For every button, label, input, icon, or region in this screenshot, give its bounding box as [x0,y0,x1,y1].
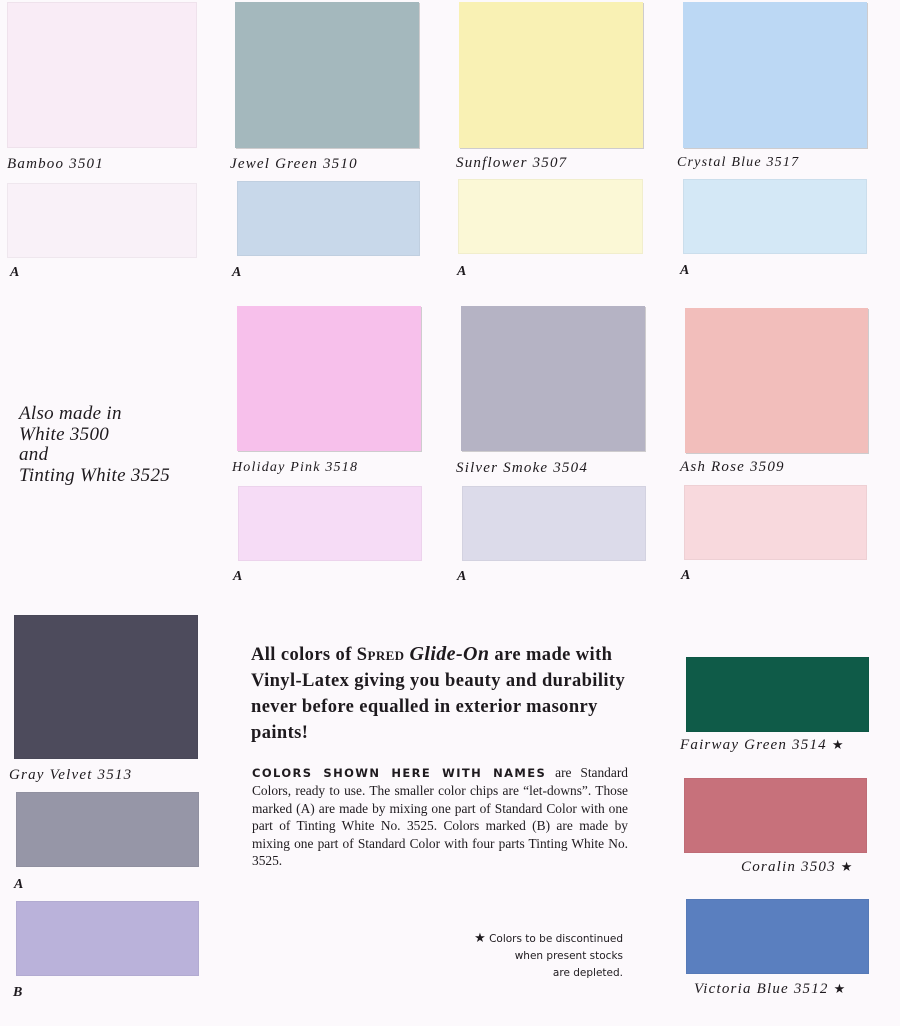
gray-velvet-label: Gray Velvet 3513 [9,767,133,783]
holiday-pink-chip [237,306,421,451]
victoria-blue-chip [686,899,869,974]
ash-rose-chip [685,308,868,453]
star-icon: ★ [474,931,486,946]
also-line-4: Tinting White 3525 [19,464,171,486]
note-line-2: when present stocks [514,950,623,962]
silver-smoke-tint-a-label: A [457,569,467,584]
sunflower-label: Sunflower 3507 [456,155,568,171]
note-line-1-text: Colors to be discontinued [489,933,623,945]
gray-velvet-tint-a-label: A [14,877,24,892]
star-icon: ★ [840,859,854,874]
ash-rose-tint-a-chip [684,485,867,560]
ash-rose-label: Ash Rose 3509 [680,459,785,475]
holiday-pink-label: Holiday Pink 3518 [232,460,359,475]
jewel-green-tint-a-label: A [232,265,242,280]
sunflower-tint-a-label: A [457,264,467,279]
gray-velvet-tint-a-chip [16,792,199,867]
victoria-blue-label [694,980,846,998]
also-line-1: Also made in [19,403,122,424]
silver-smoke-label: Silver Smoke 3504 [456,460,589,476]
jewel-green-tint-a-chip [237,181,420,256]
coralin-chip [684,778,867,853]
crystal-blue-tint-a-label: A [680,263,690,278]
headline-part1: All colors of [251,645,357,665]
body-text [252,764,628,869]
body-rest: are Standard Colors, ready to use. The smaller color chips are “let-downs”. Those marked (A) are made by mixing one part of Standard Color with one part of Tinting White No. 3525. Colors marked (B) are made by mixing one part of Standard Color with four parts Tinting White No. 3525. [252,765,628,869]
bamboo-tint-a-label: A [10,265,20,280]
crystal-blue-chip [683,2,867,148]
sunflower-chip [459,2,643,148]
bamboo-tint-a-chip [7,183,197,258]
also-made-in-note [19,404,170,486]
coralin-label [741,858,854,876]
body-lead: COLORS SHOWN HERE WITH NAMES [252,766,547,780]
star-icon: ★ [831,737,845,752]
crystal-blue-tint-a-chip [683,179,867,254]
ash-rose-tint-a-label: A [681,568,691,583]
fairway-green-name: Fairway Green 3514 [680,737,827,753]
product-name: Glide-On [409,643,490,665]
brand-name: Spred [356,645,405,665]
gray-velvet-tint-b-label: B [13,985,23,1000]
fairway-green-chip [686,657,869,732]
jewel-green-chip [235,2,419,148]
silver-smoke-tint-a-chip [462,486,646,561]
holiday-pink-tint-a-chip [238,486,422,561]
victoria-blue-name: Victoria Blue 3512 [694,981,829,997]
bamboo-chip [7,2,197,148]
gray-velvet-tint-b-chip [16,901,199,976]
crystal-blue-label: Crystal Blue 3517 [677,155,800,170]
silver-smoke-chip [461,306,645,451]
also-line-2: White 3500 [19,423,110,445]
also-line-3: and [19,444,49,465]
sunflower-tint-a-chip [458,179,643,254]
coralin-name: Coralin 3503 [741,859,836,875]
note-line-3: are depleted. [552,967,623,979]
fairway-green-label [680,736,845,754]
headline-part2: are made with Vinyl-Latex giving you beauty and durability never before equalled in exterior masonry paints! [251,645,626,743]
headline [251,641,631,746]
discontinued-note [440,930,623,982]
bamboo-label: Bamboo 3501 [7,156,104,172]
gray-velvet-chip [14,615,198,759]
star-icon: ★ [833,981,847,996]
jewel-green-label: Jewel Green 3510 [230,156,358,172]
note-line-1 [440,930,623,948]
holiday-pink-tint-a-label: A [233,569,243,584]
